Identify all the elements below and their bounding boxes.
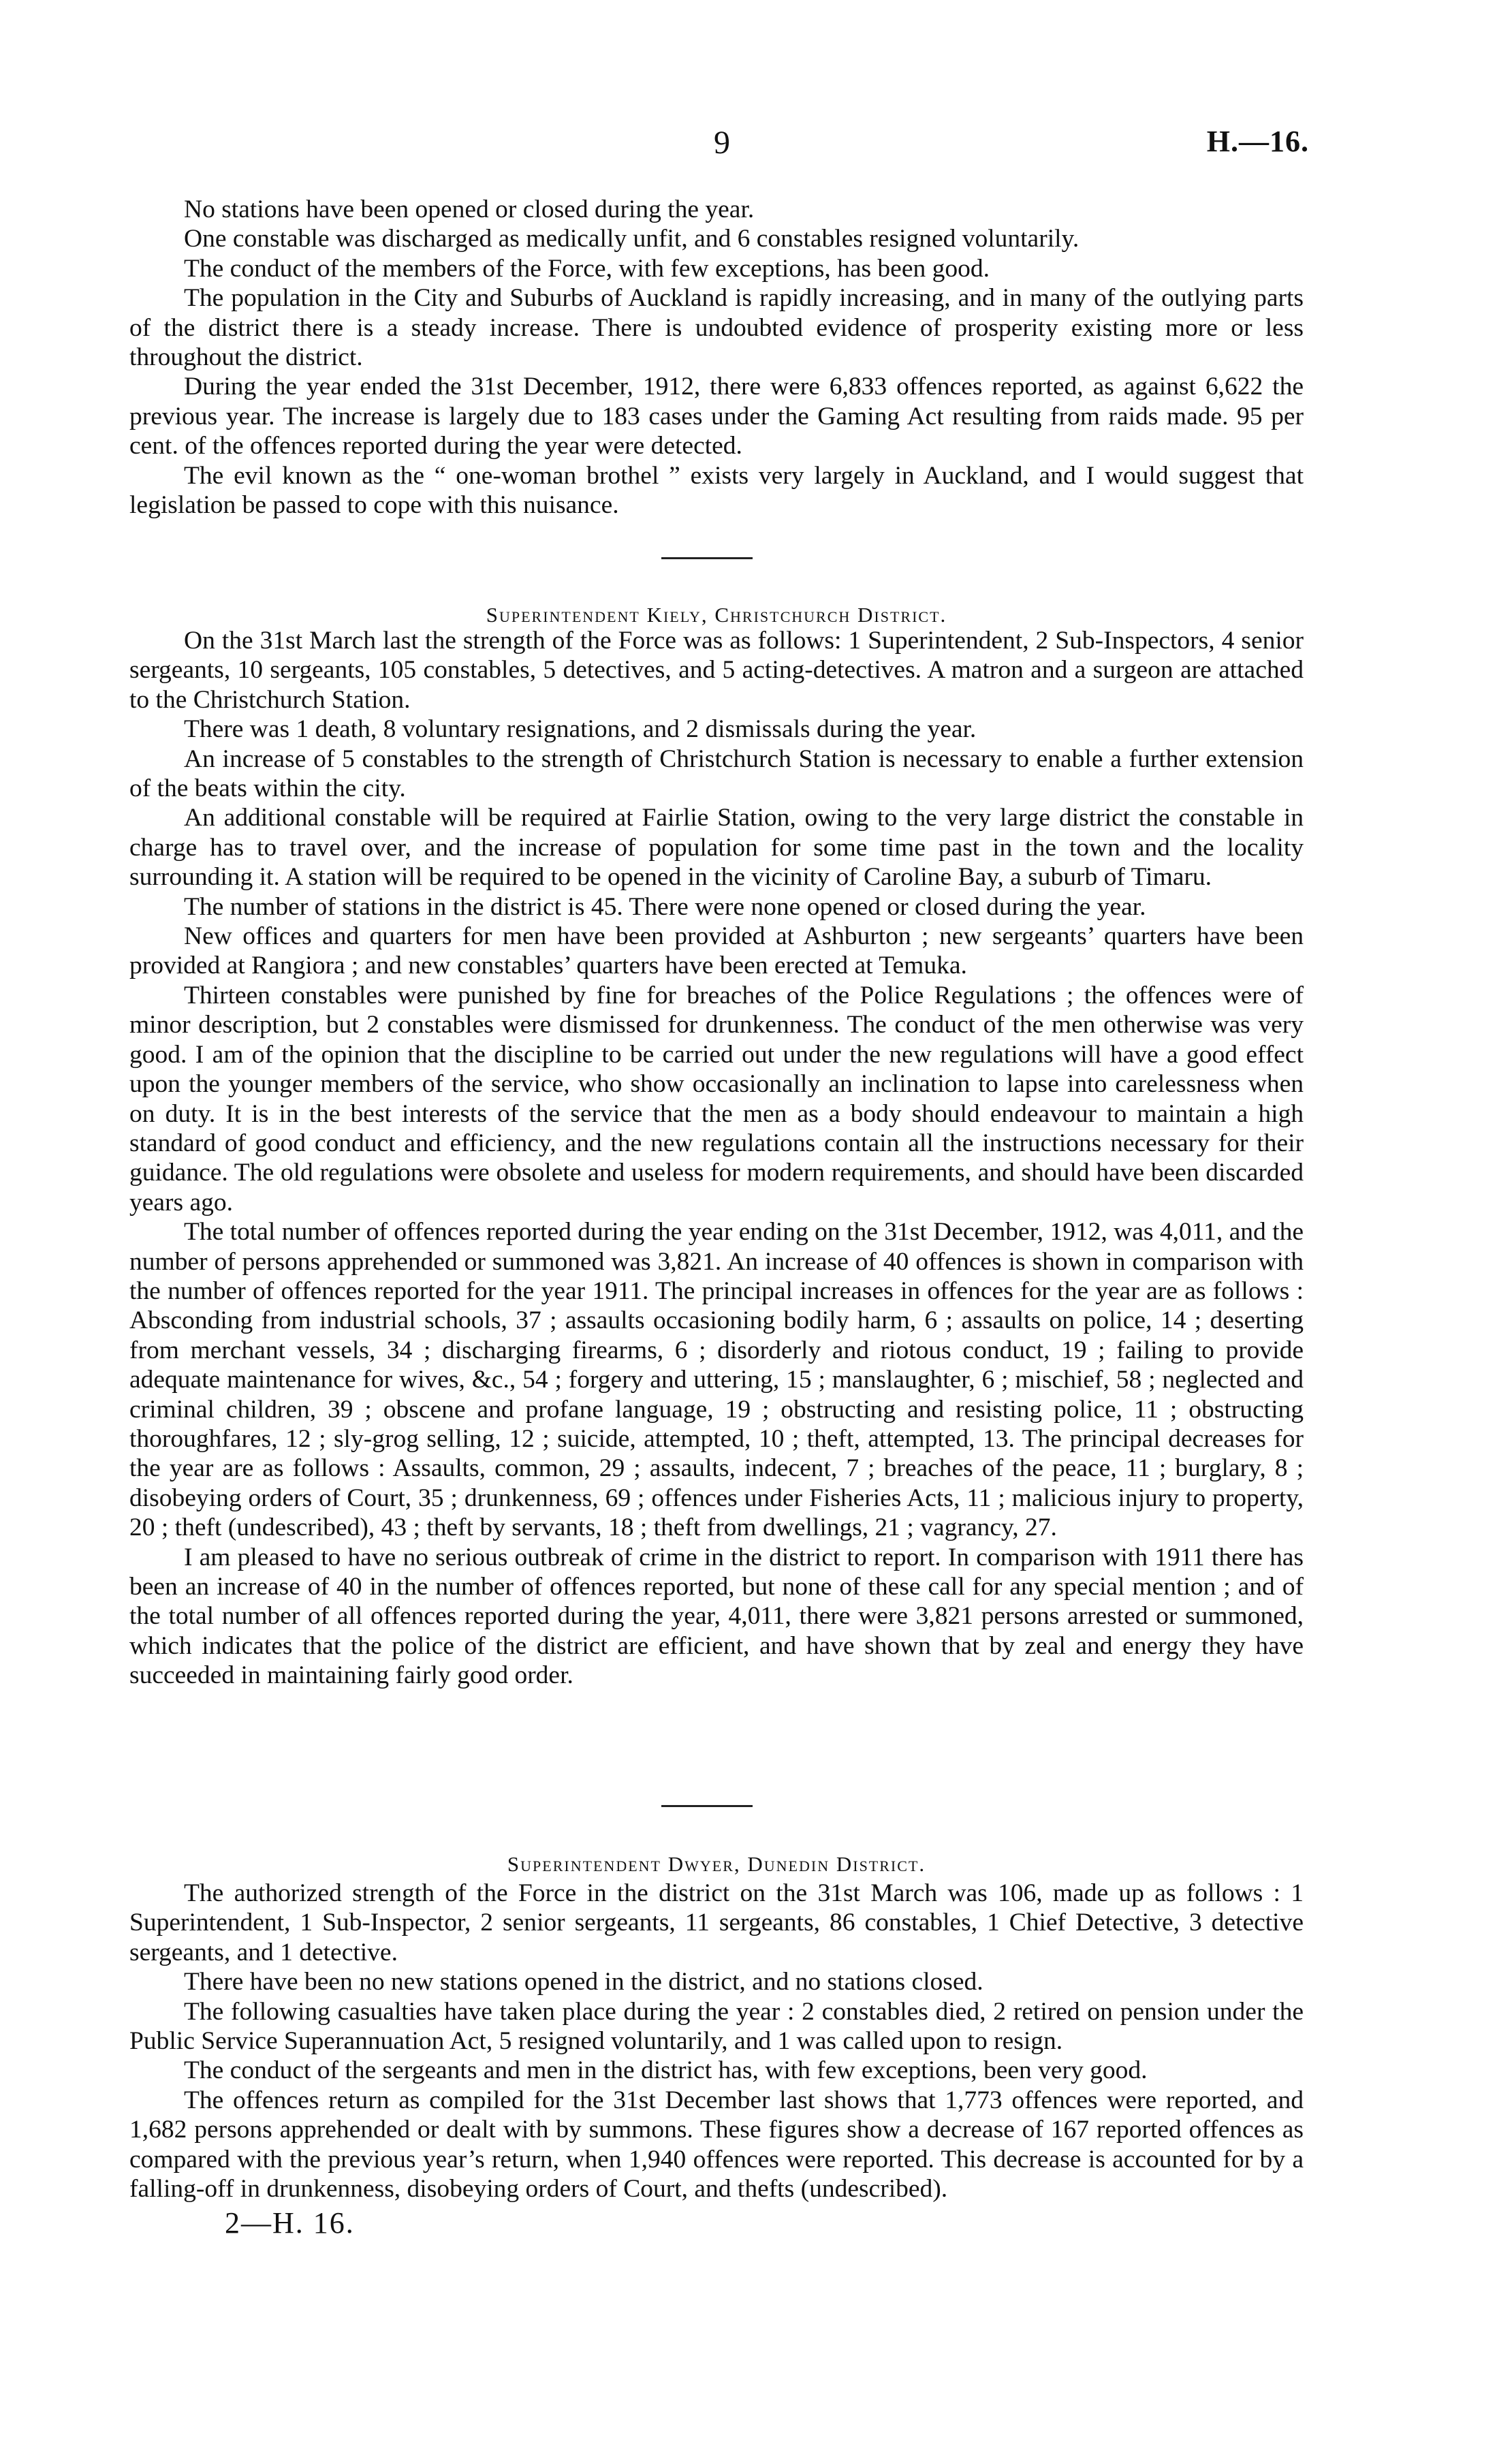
paragraph: The total number of offences reported during the year ending on the 31st December, 1912, was 4,011, and the number of persons apprehended or summoned was 3,821. An increase of 40 offences is shown in comparison with the number of offences reported for the year 1911. The principal increases in offences for the year are as follows : Absconding from industrial schools, 37 ; assaults occasioning bodily harm, 6 ; assaults on police, 14 ; deserting from merchant vessels, 34 ; discharging firearms, 6 ; disorderly and riotous conduct, 19 ; failing to provide adequate maintenance for wives, &c., 54 ; forgery and uttering, 15 ; manslaughter, 6 ; mischief, 58 ; neglected and criminal children, 39 ; obscene and profane language, 19 ; obstructing and resisting police, 11 ; obstructing thoroughfares, 12 ; sly-grog selling, 12 ; suicide, attempted, 10 ; theft, attempted, 13. The principal decreases for the year are as follows : Assaults, common, 29 ; assaults, indecent, 7 ; breaches of the peace, 11 ; burglary, 8 ; disobeying orders of Court, 35 ; drunkenness, 69 ; offences under Fisheries Acts, 11 ; malicious injury to property, 20 ; theft (undescribed), 43 ; theft by servants, 18 ; theft from dwellings, 21 ; vagrancy, 27. [129,1218,1304,1542]
paragraph: One constable was discharged as medically unfit, and 6 constables resigned voluntarily. [184,225,1080,253]
paragraph: No stations have been opened or closed during the year. [184,195,755,223]
paragraph: Thirteen constables were punished by fine for breaches of the Police Regulations ; the offences were of minor description, but 2 constables were dismissed for drunkenness. The conduct of the men otherwise was very good. I am of the opinion that the discipline to be carried out under the new regulations will have a good effect upon the younger members of the service, who show occasionally an inclination to lapse into carelessness when on duty. It is in the best interests of the service that the men as a body should endeavour to maintain a high standard of good conduct and efficiency, and the new regulations contain all the instructions necessary for their guidance. The old regulations were obsolete and useless for modern requirements, and should have been discarded years ago. [129,981,1304,1217]
paragraph: The conduct of the members of the Force, with few exceptions, has been good. [184,254,990,283]
section-divider [661,557,753,559]
paragraph: The authorized strength of the Force in the district on the 31st March was 106, made up as follows : 1 Superintendent, 1 Sub-Inspector, 2 senior sergeants, 11 sergeants, 86 constables, 1 Chief Detective, 3 detective sergeants, and 1 detective. [129,1879,1304,1966]
paragraph: The offences return as compiled for the 31st December last shows that 1,773 offences were reported, and 1,682 persons apprehended or dealt with by summons. These figures show a decrease of 167 reported offences as compared with the previous year’s return, when 1,940 offences were reported. This decrease is accounted for by a falling-off in drunkenness, disobeying orders of Court, and thefts (undescribed). [129,2086,1304,2204]
paragraph: The conduct of the sergeants and men in the district has, with few exceptions, been very good. [184,2056,1148,2085]
paragraph: New offices and quarters for men have been provided at Ashburton ; new sergeants’ quarters have been provided at Rangiora ; and new constables’ quarters have been erected at Temuka. [129,922,1304,980]
paragraph: The number of stations in the district is 45. There were none opened or closed during the year. [184,892,1146,921]
paragraph: During the year ended the 31st December, 1912, there were 6,833 offences reported, as against 6,622 the previous year. The increase is largely due to 183 cases under the Gaming Act resulting from raids made. 95 per cent. of the offences reported during the year were detected. [129,373,1304,460]
paragraph: The evil known as the “ one-woman brothel ” exists very largely in Auckland, and I would suggest that legislation be passed to cope with this nuisance. [129,461,1304,520]
christchurch-report [129,626,1304,1691]
paragraph: There have been no new stations opened in the district, and no stations closed. [184,1968,983,1996]
paragraph: An increase of 5 constables to the strength of Christchurch Station is necessary to enable a further extension of the beats within the city. [129,744,1304,803]
paragraph: The following casualties have taken place during the year : 2 constables died, 2 retired on pension under the Public Service Superannuation Act, 5 resigned voluntarily, and 1 was called upon to resign. [129,1997,1304,2056]
auckland-report-continuation [129,195,1304,520]
paragraph: On the 31st March last the strength of the Force was as follows: 1 Superintendent, 2 Sub-Inspectors, 4 senior sergeants, 10 sergeants, 105 constables, 5 detectives, and 5 acting-detectives. A matron and a surgeon are attached to the Christchurch Station. [129,627,1304,714]
dunedin-report [129,1879,1304,2204]
paragraph: An additional constable will be required at Fairlie Station, owing to the very large district the constable in charge has to travel over, and the increase of population for some time past in the town and the locality surrounding it. A station will be required to be opened in the vicinity of Caroline Bay, a suburb of Timaru. [129,804,1304,892]
printer-signature: 2—H. 16. [225,2206,355,2240]
dunedin-section-heading: Superintendent Dwyer, Dunedin District. [507,1852,926,1876]
paragraph: There was 1 death, 8 voluntary resignations, and 2 dismissals during the year. [184,715,977,744]
paragraph: I am pleased to have no serious outbreak of crime in the district to report. In comparison with 1911 there has been an increase of 40 in the number of offences reported, but none of these call for any special mention ; and of the total number of all offences reported during the year, 4,011, there were 3,821 persons arrested or summoned, which indicates that the police of the district are efficient, and have shown that by zeal and energy they have succeeded in maintaining fairly good order. [129,1543,1304,1690]
paragraph: The population in the City and Suburbs of Auckland is rapidly increasing, and in many of the outlying parts of the district there is a steady increase. There is undoubted evidence of prosperity existing more or less throughout the district. [129,284,1304,372]
document-reference: H.—16. [1206,125,1309,158]
page-number: 9 [714,125,730,161]
section-divider [661,1805,753,1807]
christchurch-section-heading: Superintendent Kiely, Christchurch District. [486,603,947,627]
